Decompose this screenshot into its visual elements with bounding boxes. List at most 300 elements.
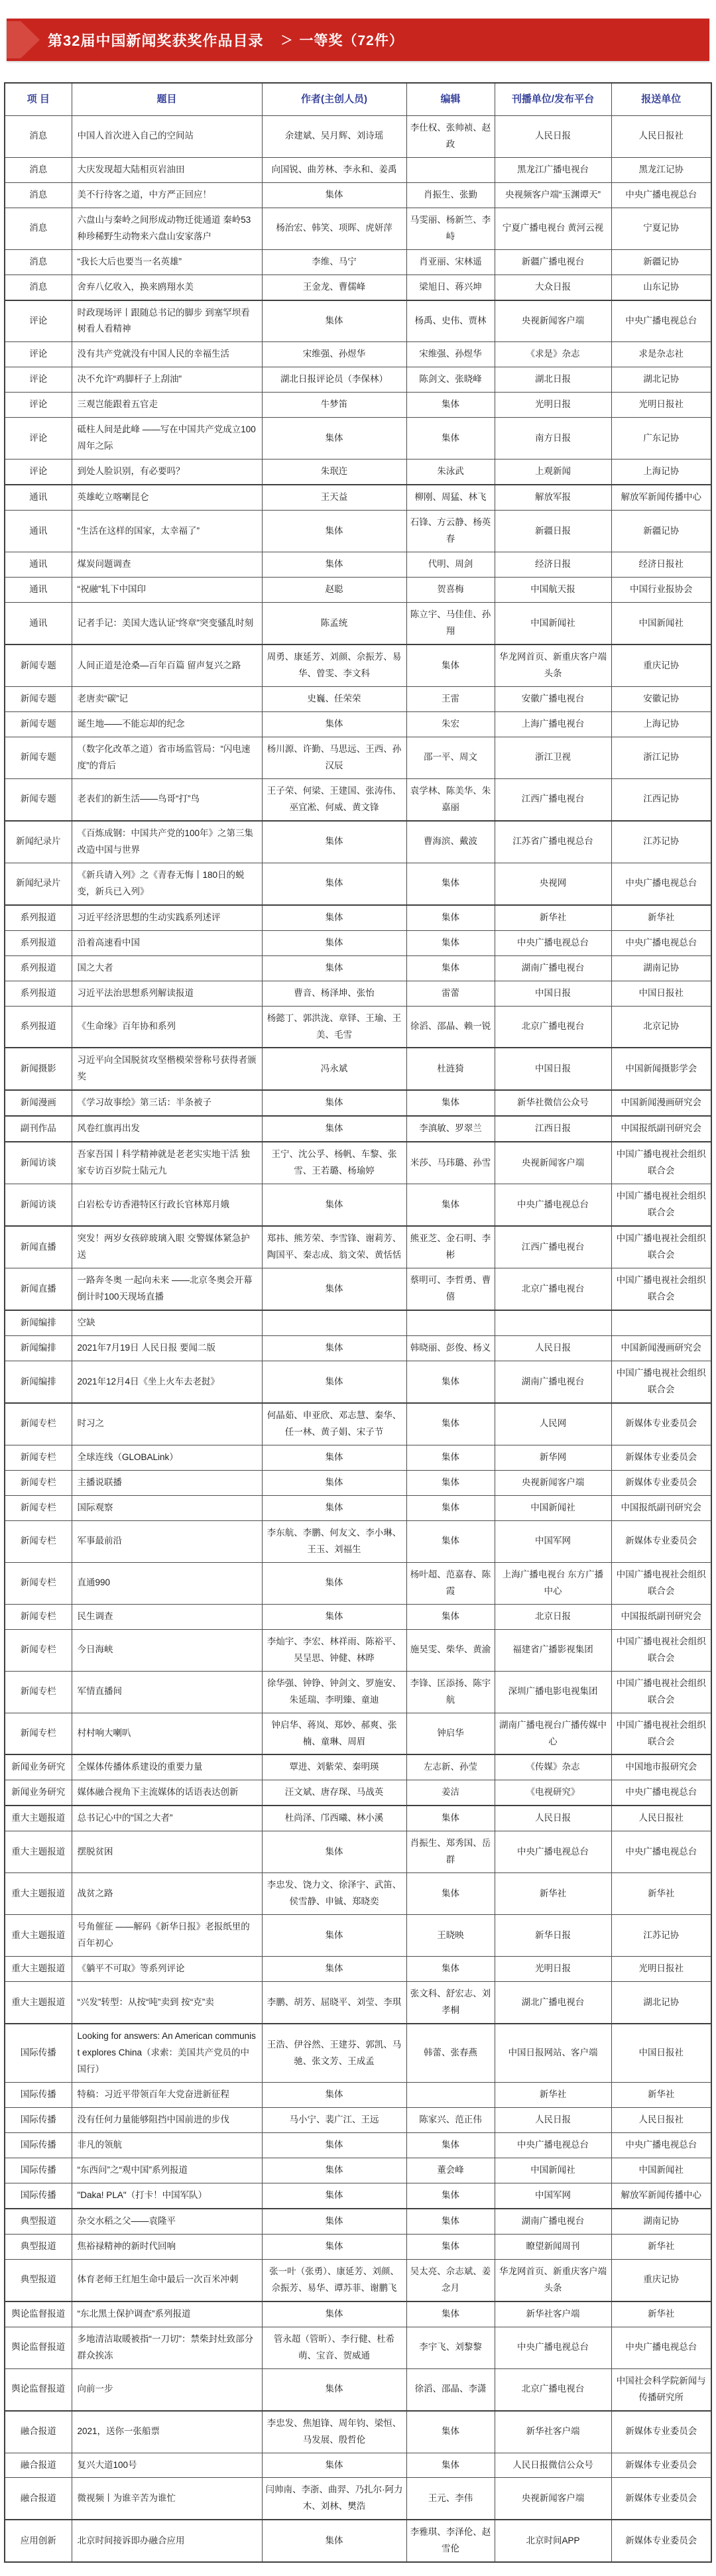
cell-editors: 陈剑文、张晓峰 <box>406 367 495 393</box>
cell-category: 新闻摄影 <box>5 1048 72 1090</box>
cell-platform: 中国航天报 <box>495 578 611 603</box>
cell-submitter: 新媒体专业委员会 <box>611 1470 711 1495</box>
cell-submitter: 浙江记协 <box>611 737 711 778</box>
cell-category: 通讯 <box>5 603 72 644</box>
cell-title: 沿着高速看中国 <box>72 930 262 955</box>
cell-authors: 集体 <box>262 863 406 904</box>
cell-submitter: 解放军新闻传播中心 <box>611 2183 711 2208</box>
cell-title: 体育老师王红旭生命中最后一次百米冲刺 <box>72 2259 262 2301</box>
cell-platform: 《求是》杂志 <box>495 342 611 367</box>
table-row <box>5 1780 711 1806</box>
cell-platform: 华龙网首页、新重庆客户端头条 <box>495 644 611 686</box>
table-row <box>5 2209 711 2234</box>
cell-category: 新闻编排 <box>5 1361 72 1403</box>
cell-submitter: 湖南记协 <box>611 955 711 981</box>
cell-title: 突发！两岁女孩碎玻璃入眼 交警媒体紧急护送 <box>72 1226 262 1268</box>
cell-category: 典型报道 <box>5 2209 72 2234</box>
cell-submitter: 湖南记协 <box>611 2209 711 2234</box>
cell-category: 重大主题报道 <box>5 1831 72 1873</box>
cell-authors: 杜尚泽、邝西曦、林小溪 <box>262 1806 406 1831</box>
cell-category: 通讯 <box>5 552 72 578</box>
table-row <box>5 1520 711 1562</box>
cell-authors: 集体 <box>262 821 406 863</box>
table-row <box>5 1445 711 1470</box>
cell-platform: 江苏省广播电视总台 <box>495 821 611 863</box>
cell-platform: 新华社 <box>495 1873 611 1915</box>
cell-title: 记者手记：美国大选认证“终章”突变骚乱时刻 <box>72 603 262 644</box>
cell-editors: 集体 <box>406 1403 495 1445</box>
cell-platform: 中央广播电视总台 <box>495 1184 611 1226</box>
cell-category: 系列报道 <box>5 955 72 981</box>
table-row <box>5 300 711 342</box>
cell-platform: 人民日报 <box>495 115 611 157</box>
cell-category: 评论 <box>5 460 72 485</box>
cell-editors: 董会峰 <box>406 2158 495 2183</box>
cell-category: 舆论监督报道 <box>5 2301 72 2327</box>
cell-title: 北京时间接诉即办融合应用 <box>72 2520 262 2562</box>
table-row <box>5 2520 711 2562</box>
cell-submitter: 中国广播电视社会组织联合会 <box>611 1184 711 1226</box>
cell-authors: 集体 <box>262 182 406 208</box>
cell-title: 国际观察 <box>72 1495 262 1520</box>
cell-authors: 李维、马宁 <box>262 249 406 275</box>
cell-category: 新闻漫画 <box>5 1090 72 1116</box>
cell-submitter: 中央广播电视总台 <box>611 863 711 904</box>
table-row <box>5 2411 711 2453</box>
cell-platform: 光明日报 <box>495 393 611 418</box>
cell-editors: 雷蕾 <box>406 981 495 1006</box>
cell-editors: 集体 <box>406 2234 495 2259</box>
cell-authors: 集体 <box>262 1184 406 1226</box>
awards-table <box>4 82 712 2563</box>
cell-title: 今日海峡 <box>72 1629 262 1671</box>
cell-platform: 中央广播电视总台 <box>495 1831 611 1873</box>
cell-platform: 央视新闻客户端 <box>495 1470 611 1495</box>
table-row <box>5 157 711 182</box>
cell-submitter: 中国广播电视社会组织联合会 <box>611 1268 711 1310</box>
table-row <box>5 603 711 644</box>
table-row <box>5 1957 711 1982</box>
cell-platform: 中国军网 <box>495 1520 611 1562</box>
cell-authors: 集体 <box>262 1831 406 1873</box>
cell-editors: 钟启华 <box>406 1713 495 1754</box>
cell-platform: 深圳广播电影电视集团 <box>495 1671 611 1713</box>
cell-editors: 集体 <box>406 1873 495 1915</box>
table-row <box>5 2234 711 2259</box>
cell-authors: 牛梦笛 <box>262 393 406 418</box>
cell-category: 典型报道 <box>5 2259 72 2301</box>
cell-authors: 集体 <box>262 1957 406 1982</box>
table-row <box>5 863 711 904</box>
cell-editors: 徐滔、邵晶、赖一锐 <box>406 1006 495 1048</box>
cell-submitter: 安徽记协 <box>611 686 711 711</box>
cell-authors: 朱珉迕 <box>262 460 406 485</box>
cell-category: 国际传播 <box>5 2132 72 2158</box>
cell-platform: 湖南广播电视台广播传媒中心 <box>495 1713 611 1754</box>
cell-category: 新闻直播 <box>5 1268 72 1310</box>
cell-title: 老表们的新生活——鸟哥“打”鸟 <box>72 778 262 820</box>
cell-title: 主播说联播 <box>72 1470 262 1495</box>
cell-authors: 马小宁、裴广江、王远 <box>262 2107 406 2132</box>
cell-title: 全球连线（GLOBALink） <box>72 1445 262 1470</box>
cell-platform: 江西广播电视台 <box>495 778 611 820</box>
cell-title: 习近平法治思想系列解读报道 <box>72 981 262 1006</box>
cell-authors: 史巍、任荣荣 <box>262 686 406 711</box>
cell-editors: 施昊雯、柴华、黄渝 <box>406 1629 495 1671</box>
table-row <box>5 1361 711 1403</box>
page-title: 第32届中国新闻奖获奖作品目录 <box>48 32 264 49</box>
cell-editors: 梁旭日、蒋兴坤 <box>406 275 495 300</box>
cell-title: 摆脱贫困 <box>72 1831 262 1873</box>
cell-submitter: 光明日报社 <box>611 1957 711 1982</box>
cell-category: 重大主题报道 <box>5 1957 72 1982</box>
cell-authors: 集体 <box>262 1336 406 1361</box>
cell-category: 新闻专栏 <box>5 1403 72 1445</box>
cell-platform: 中国新闻社 <box>495 1495 611 1520</box>
cell-authors: 集体 <box>262 2453 406 2478</box>
cell-category: 新闻访谈 <box>5 1184 72 1226</box>
cell-authors: 李灿宇、李宏、林祥雨、陈裕平、吴呈思、钟健、林晔 <box>262 1629 406 1671</box>
column-header-submitter: 报送单位 <box>611 83 711 115</box>
table-row <box>5 1336 711 1361</box>
cell-category: 舆论监督报道 <box>5 2327 72 2368</box>
cell-editors: 杜涟猗 <box>406 1048 495 1090</box>
cell-editors: 李滇敏、罗翠兰 <box>406 1116 495 1142</box>
cell-submitter: 上海记协 <box>611 711 711 737</box>
cell-authors: 杨治宏、韩笑、项晖、虎妍萍 <box>262 208 406 249</box>
cell-authors: 集体 <box>262 418 406 460</box>
cell-editors: 姜洁 <box>406 1780 495 1806</box>
cell-submitter: 经济日报社 <box>611 552 711 578</box>
cell-title: 美不行待客之道，中方严正回应！ <box>72 182 262 208</box>
cell-category: 新闻编排 <box>5 1336 72 1361</box>
table-row <box>5 1629 711 1671</box>
cell-submitter: 求是杂志社 <box>611 342 711 367</box>
table-row <box>5 1310 711 1335</box>
cell-submitter: 新媒体专业委员会 <box>611 2478 711 2520</box>
cell-submitter: 中国报纸副刊研究会 <box>611 1116 711 1142</box>
cell-title: 微视频丨为谁辛苦为谁忙 <box>72 2478 262 2520</box>
cell-title: 诞生地——不能忘却的纪念 <box>72 711 262 737</box>
cell-submitter: 新疆记协 <box>611 511 711 552</box>
cell-title: Looking for answers: An American communist explores China（求索：美国共产党员的中国行） <box>72 2024 262 2082</box>
cell-authors: 集体 <box>262 955 406 981</box>
cell-platform: 央视新闻客户端 <box>495 2478 611 2520</box>
cell-editors: 集体 <box>406 2132 495 2158</box>
cell-platform: 江西广播电视台 <box>495 1226 611 1268</box>
cell-authors: 郑祎、熊芳荣、李雪锋、谢莉芳、陶国平、秦志成、翁文荣、黄恬恬 <box>262 1226 406 1268</box>
cell-authors: 湖北日报评论员（李保林） <box>262 367 406 393</box>
cell-editors: 石锋、方云静、杨英春 <box>406 511 495 552</box>
cell-authors: 王天益 <box>262 485 406 510</box>
cell-category: 融合报道 <box>5 2453 72 2478</box>
cell-platform: 新华社客户端 <box>495 2411 611 2453</box>
cell-editors: 肖亚丽、宋林遥 <box>406 249 495 275</box>
cell-platform: 中国日报 <box>495 1048 611 1090</box>
cell-editors: 陈家兴、范正伟 <box>406 2107 495 2132</box>
cell-authors: 钟启华、蒋岚、郑妙、郝爽、张楠、童琳、周眉 <box>262 1713 406 1754</box>
cell-submitter: 解放军新闻传播中心 <box>611 485 711 510</box>
cell-title: 风卷红旗再出发 <box>72 1116 262 1142</box>
cell-submitter: 中国广播电视社会组织联合会 <box>611 1671 711 1713</box>
cell-title: 老唐卖“碳”记 <box>72 686 262 711</box>
cell-category: 新闻业务研究 <box>5 1780 72 1806</box>
cell-category: 副刊作品 <box>5 1116 72 1142</box>
cell-title: “我长大后也要当一名英雄” <box>72 249 262 275</box>
cell-submitter: 中国行业报协会 <box>611 578 711 603</box>
table-row <box>5 644 711 686</box>
page-subtitle: 一等奖（72件） <box>299 33 404 48</box>
table-row <box>5 1495 711 1520</box>
cell-editors: 王晓映 <box>406 1915 495 1957</box>
cell-category: 新闻专栏 <box>5 1445 72 1470</box>
cell-authors: 何晶茹、申亚欣、邓志慧、秦华、任一林、黄子娟、宋子节 <box>262 1403 406 1445</box>
cell-editors: 代明、周剑 <box>406 552 495 578</box>
table-row <box>5 955 711 981</box>
cell-editors: 邵一平、周文 <box>406 737 495 778</box>
cell-submitter: 中国广播电视社会组织联合会 <box>611 1562 711 1604</box>
cell-submitter: 新华社 <box>611 905 711 930</box>
cell-authors: 杨川源、许勤、马思远、王西、孙汉辰 <box>262 737 406 778</box>
table-row <box>5 737 711 778</box>
table-row <box>5 182 711 208</box>
table-row <box>5 208 711 249</box>
cell-title: 大庆发现超大陆相页岩油田 <box>72 157 262 182</box>
table-body <box>5 115 711 2562</box>
cell-category: 融合报道 <box>5 2478 72 2520</box>
cell-submitter: 中国新闻摄影学会 <box>611 1048 711 1090</box>
cell-editors <box>406 157 495 182</box>
cell-platform: 浙江卫视 <box>495 737 611 778</box>
table-row <box>5 1831 711 1873</box>
cell-editors: 集体 <box>406 2183 495 2208</box>
cell-authors: 集体 <box>262 930 406 955</box>
cell-title: 村村响大喇叭 <box>72 1713 262 1754</box>
cell-authors: 集体 <box>262 1562 406 1604</box>
table-row <box>5 2132 711 2158</box>
table-row <box>5 367 711 393</box>
cell-editors: 集体 <box>406 1806 495 1831</box>
cell-title: 2021年12月4日《坐上火车去老挝》 <box>72 1361 262 1403</box>
table-row <box>5 2083 711 2108</box>
cell-submitter: 广东记协 <box>611 418 711 460</box>
table-row <box>5 2024 711 2082</box>
table-row <box>5 1116 711 1142</box>
cell-category: 评论 <box>5 393 72 418</box>
cell-authors: 余建斌、吴月辉、刘诗瑶 <box>262 115 406 157</box>
cell-editors: 李锋、匡添扬、陈宇航 <box>406 1671 495 1713</box>
table-row <box>5 2327 711 2368</box>
table-row <box>5 1048 711 1090</box>
table-row <box>5 1754 711 1780</box>
cell-editors: 贺喜梅 <box>406 578 495 603</box>
table-row <box>5 1470 711 1495</box>
table-row <box>5 1184 711 1226</box>
cell-submitter <box>611 1310 711 1335</box>
table-row <box>5 1873 711 1915</box>
cell-category: 国际传播 <box>5 2107 72 2132</box>
cell-authors: 管永超（管昕）、李行健、杜希萌、宝音、贺威通 <box>262 2327 406 2368</box>
cell-authors: 集体 <box>262 2158 406 2183</box>
cell-title: 没有共产党就没有中国人民的幸福生活 <box>72 342 262 367</box>
cell-editors: 马雯丽、杨新竺、李峙 <box>406 208 495 249</box>
cell-title: 六盘山与秦岭之间形成动物迁徙通道 秦岭53种珍稀野生动物来六盘山安家落户 <box>72 208 262 249</box>
cell-editors: 张文科、舒宏志、刘孝桐 <box>406 1982 495 2024</box>
cell-category: 评论 <box>5 367 72 393</box>
cell-editors: 熊亚芝、金石明、李彬 <box>406 1226 495 1268</box>
cell-category: 新闻专题 <box>5 644 72 686</box>
cell-title: 习近平向全国脱贫攻坚楷模荣誉称号获得者颁奖 <box>72 1048 262 1090</box>
cell-submitter: 江苏记协 <box>611 821 711 863</box>
cell-platform: 中央广播电视总台 <box>495 930 611 955</box>
cell-authors: 闫帅南、李浙、曲羿、乃扎尔·阿力木、刘林、樊浩 <box>262 2478 406 2520</box>
cell-submitter: 新媒体专业委员会 <box>611 1403 711 1445</box>
cell-platform: 上海广播电视台 <box>495 711 611 737</box>
cell-editors: 王元、李伟 <box>406 2478 495 2520</box>
cell-submitter: 人民日报社 <box>611 115 711 157</box>
table-row <box>5 552 711 578</box>
cell-authors: 集体 <box>262 1116 406 1142</box>
cell-editors: 朱泳武 <box>406 460 495 485</box>
table-row <box>5 2259 711 2301</box>
cell-platform: 人民网 <box>495 1403 611 1445</box>
cell-authors: 王宁、沈公孚、杨帆、车黎、张雪、王若璐、杨瑜婷 <box>262 1142 406 1184</box>
cell-category: 国际传播 <box>5 2024 72 2082</box>
cell-title: 媒体融合视角下主流媒体的话语表达创新 <box>72 1780 262 1806</box>
cell-authors: 徐华强、钟铮、钟剑文、罗施安、朱延瑞、李明臻、童迪 <box>262 1671 406 1713</box>
cell-platform: 中国新闻社 <box>495 2158 611 2183</box>
cell-platform: 人民日报 <box>495 2107 611 2132</box>
cell-editors: 徐滔、邵晶、李潇 <box>406 2368 495 2410</box>
cell-authors: 集体 <box>262 2183 406 2208</box>
cell-category: 新闻专栏 <box>5 1713 72 1754</box>
cell-submitter: 新华社 <box>611 2234 711 2259</box>
cell-authors: 周勇、康延芳、刘颜、佘振芳、易华、曾雯、李文科 <box>262 644 406 686</box>
cell-authors: 王浩、伊谷然、王建芬、郭凯、马驰、张文芳、王成孟 <box>262 2024 406 2082</box>
cell-title: 国之大者 <box>72 955 262 981</box>
cell-editors: 肖振生、张勤 <box>406 182 495 208</box>
cell-authors: 集体 <box>262 2301 406 2327</box>
cell-authors: 集体 <box>262 2368 406 2410</box>
cell-title: 《学习故事绘》第三话：半条被子 <box>72 1090 262 1116</box>
table-row <box>5 2478 711 2520</box>
cell-platform: 央视新闻客户端 <box>495 300 611 342</box>
cell-title: 没有任何力量能够阻挡中国前进的步伐 <box>72 2107 262 2132</box>
cell-editors: 集体 <box>406 1495 495 1520</box>
cell-authors: 集体 <box>262 1090 406 1116</box>
table-row <box>5 115 711 157</box>
cell-title: 向前一步 <box>72 2368 262 2410</box>
cell-editors: 集体 <box>406 905 495 930</box>
cell-authors: 集体 <box>262 1604 406 1629</box>
table-row <box>5 1403 711 1445</box>
cell-platform: 新华社客户端 <box>495 2301 611 2327</box>
cell-submitter: 中央广播电视总台 <box>611 2132 711 2158</box>
cell-submitter: 中央广播电视总台 <box>611 2327 711 2368</box>
cell-platform: 南方日报 <box>495 418 611 460</box>
table-row <box>5 511 711 552</box>
cell-editors: 李宇飞、刘黎黎 <box>406 2327 495 2368</box>
cell-authors: 集体 <box>262 2234 406 2259</box>
cell-platform: 《电视研究》 <box>495 1780 611 1806</box>
column-header-authors: 作者(主创人员) <box>262 83 406 115</box>
cell-platform: 光明日报 <box>495 1957 611 1982</box>
cell-editors: 肖振生、郑秀国、岳群 <box>406 1831 495 1873</box>
cell-submitter: 新华社 <box>611 2301 711 2327</box>
cell-category: 重大主题报道 <box>5 1915 72 1957</box>
cell-platform: 中央广播电视总台 <box>495 2327 611 2368</box>
table-row <box>5 905 711 930</box>
cell-title: "Daka! PLA"（打卡！中国军队） <box>72 2183 262 2208</box>
table-row <box>5 1268 711 1310</box>
cell-title: 总书记心中的“国之大者” <box>72 1806 262 1831</box>
cell-platform: 解放军报 <box>495 485 611 510</box>
cell-category: 评论 <box>5 342 72 367</box>
cell-submitter: 光明日报社 <box>611 393 711 418</box>
table-row <box>5 275 711 300</box>
cell-authors: 集体 <box>262 511 406 552</box>
cell-platform: 中国新闻社 <box>495 603 611 644</box>
cell-platform: 江西日报 <box>495 1116 611 1142</box>
cell-category: 典型报道 <box>5 2234 72 2259</box>
cell-category: 通讯 <box>5 485 72 510</box>
cell-title: 特稿：习近平带领百年大党奋进新征程 <box>72 2083 262 2108</box>
cell-category: 融合报道 <box>5 2411 72 2453</box>
cell-authors: 汪文斌、唐存琛、马战英 <box>262 1780 406 1806</box>
cell-authors <box>262 1310 406 1335</box>
cell-submitter: 中央广播电视总台 <box>611 1780 711 1806</box>
cell-authors: 集体 <box>262 2132 406 2158</box>
cell-title: 时习之 <box>72 1403 262 1445</box>
cell-title: 砥柱人间是此峰 ——写在中国共产党成立100周年之际 <box>72 418 262 460</box>
cell-platform: 中央广播电视总台 <box>495 2132 611 2158</box>
cell-category: 国际传播 <box>5 2083 72 2108</box>
cell-submitter: 中国新闻社 <box>611 2158 711 2183</box>
cell-title: “东北黑土保护调查”系列报道 <box>72 2301 262 2327</box>
cell-editors: 集体 <box>406 1184 495 1226</box>
cell-category: 新闻业务研究 <box>5 1754 72 1780</box>
cell-platform: 黑龙江广播电视台 <box>495 157 611 182</box>
table-row <box>5 981 711 1006</box>
cell-platform: 人民日报微信公众号 <box>495 2453 611 2478</box>
cell-authors: 赵聪 <box>262 578 406 603</box>
cell-platform: 中国军网 <box>495 2183 611 2208</box>
cell-platform: 华龙网首页、新重庆客户端头条 <box>495 2259 611 2301</box>
cell-platform: 中国日报 <box>495 981 611 1006</box>
cell-editors: 集体 <box>406 1604 495 1629</box>
cell-submitter: 中央广播电视总台 <box>611 300 711 342</box>
cell-editors: 集体 <box>406 2301 495 2327</box>
cell-platform: 《传媒》杂志 <box>495 1754 611 1780</box>
table-row <box>5 460 711 485</box>
cell-authors: 集体 <box>262 711 406 737</box>
cell-platform: 央视网 <box>495 863 611 904</box>
cell-authors: 集体 <box>262 2520 406 2562</box>
cell-authors: 集体 <box>262 2209 406 2234</box>
cell-editors: 集体 <box>406 1090 495 1116</box>
table-row <box>5 1226 711 1268</box>
cell-submitter: 中国新闻社 <box>611 603 711 644</box>
cell-platform: 新华网 <box>495 1445 611 1470</box>
column-header-category: 项 目 <box>5 83 72 115</box>
table-row <box>5 342 711 367</box>
cell-submitter: 江西记协 <box>611 778 711 820</box>
cell-platform: 中国日报网站、客户端 <box>495 2024 611 2082</box>
cell-editors: 集体 <box>406 2411 495 2453</box>
cell-platform: 新华社微信公众号 <box>495 1090 611 1116</box>
cell-authors: 集体 <box>262 1470 406 1495</box>
cell-category: 系列报道 <box>5 930 72 955</box>
